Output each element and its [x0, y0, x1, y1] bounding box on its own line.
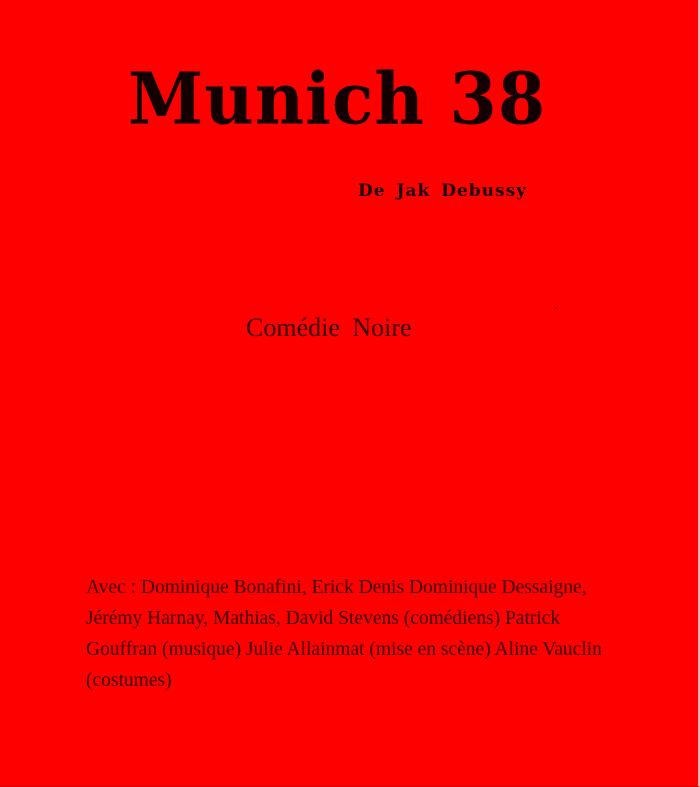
print-speck	[555, 307, 557, 309]
poster-author: De Jak Debussy	[358, 181, 528, 201]
poster-credits: Avec : Dominique Bonafini, Erick Denis Dominique Dessaigne, Jérémy Harnay, Mathias, David Stevens (comédiens) Patrick Gouffran (musique) Julie Allainmat (mise en scène) Aline Vauclin (costumes)	[86, 577, 602, 691]
poster-title: Munich 38	[128, 57, 547, 142]
poster-subtitle: Comédie Noire	[246, 313, 412, 342]
